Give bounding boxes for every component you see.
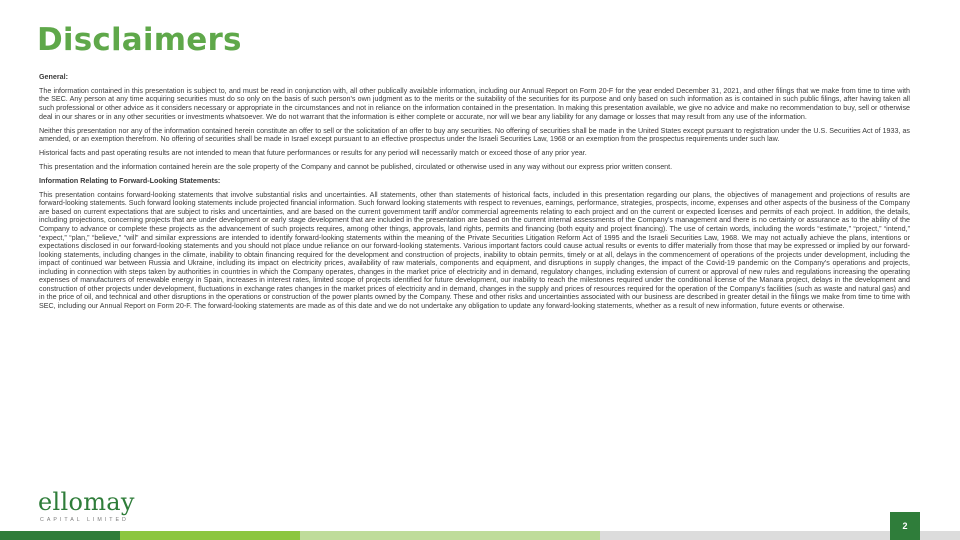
page-number-badge: 2 [890,512,920,540]
footer-segment [120,531,300,540]
footer-color-bar [0,531,960,540]
footer-segment [0,531,120,540]
logo-wordmark: ellomay [38,488,135,516]
forward-looking-paragraph: This presentation contains forward-looking statements that involve substantial risks and uncertainties. All statements, other than statements of historical facts, included in this presentation regarding our plans, the objectives of management and projections of results are forward-looking statements. Such forward looking statements include projected financial information. Such forward looking statements with respect to revenues, earnings, performance, strategies, prospects, income, expenses and other aspects of the business of the Company are based on current expectations that are subject to risks and uncertainties, and are based on the current government tariff and/or commercial agreements relating to each project and on the current or expected licenses and permits of each project. In addition, the details, including projections, concerning projects that are under development or early stage development that are included in the presentation are based on the current internal assessments of the Company's management and there is no certainty or assurance as to the ability of the Company to advance or complete these projects as the advancement of such projects requires, among other things, approvals, land rights, permits and financing (both equity and project financing). The use of certain words, including the words “estimate,” “project,” “intend,” “expect,” “plan,” “believe,” “will” and similar expressions are intended to identify forward-looking statements within the meaning of the Private Securities Litigation Reform Act of 1995 and the Israeli Securities Law, 1968. We may not actually achieve the plans, intentions or expectations disclosed in our forward-looking statements and you should not place undue reliance on our forward-looking statements. Various important factors could cause actual results or events to differ materially from those that may be expressed or implied by our forward-looking statements, including changes in the climate, inability to obtain financing required for the development and construction of projects, inability to obtain permits, timely or at all, delays in the commencement of operations of the projects under development, including the impact of continued war between Russia and Ukraine, including its impact on electricity prices, availability of raw materials, components and equipment, and disruptions in supply changes, the impact of the Covid-19 pandemic on the Company's operations and projects, including in connection with steps taken by authorities in countries in which the Company operates, changes in the market price of electricity and in demand, regulatory changes, including extension of current or approval of new rules and regulations increasing the operating expenses of manufacturers of renewable energy in Spain, increases in interest rates, limited scope of projects identified for future development, our inability to reach the milestones required under the conditional license of the Manara project, delays in the development and construction of other projects under development, fluctuations in exchange rates changes in the market prices of electricity and in demand, changes in the supply and prices of resources required for the operation of the Company's facilities (such as waste and natural gas) and in the price of oil, and technical and other disruptions in the operations or construction of the power plants owned by the Company. These and other risks and uncertainties associated with our business are described in greater detail in the filings we make from time to time with SEC, including our Annual Report on Form 20-F. The forward-looking statements are made as of this date and we do not undertake any obligation to update any forward-looking statements, whether as a result of new information, future events or otherwise. [39,190,910,310]
logo-subtitle: CAPITAL LIMITED [40,517,129,523]
disclaimer-body [39,73,910,316]
page-title: Disclaimers [37,22,242,58]
general-paragraph-3: Historical facts and past operating results are not intended to mean that future performances or results for any period will necessarily match or exceed those of any prior year. [39,149,587,157]
general-heading: General: [39,73,68,81]
general-paragraph-2: Neither this presentation nor any of the information contained herein constitute an offer to sell or the solicitation of an offer to buy any securities. No offering of securities shall be made in the United States except pursuant to registration under the U.S. Securities Act of 1933, as amended, or an exemption therefrom. No offering of securities shall be made in Israel except pursuant to an effective prospectus under the Israeli Securities Law, 1968 or an exemption from the prospectus requirements under such law. [39,126,910,144]
company-logo [38,488,135,526]
general-paragraph-4: This presentation and the information contained herein are the sole property of the Company and cannot be published, circulated or otherwise used in any way without our express prior written consent. [39,162,673,171]
general-paragraph-1: The information contained in this presentation is subject to, and must be read in conjunction with, all other publically available information, including our Annual Report on Form 20-F for the year ended December 31, 2021, and other filings that we make from time to time with the SEC. Any person at any time acquiring securities must do so only on the basis of such person's own judgment as to the merits or the suitability of the securities for its purpose and only based on such information as is contained in such public filings, after having taken all such professional or other advice as it considers necessary or appropriate in the circumstances and not in reliance on the information contained in the presentation. In making this presentation available, we give no advice and make no recommendation to buy, sell or otherwise deal in our shares or in any other securities or investments whatsoever. We do not warrant that the information is either complete or accurate, nor will we bear any liability for any damage or losses that may result from any use of the information. [39,86,910,121]
footer-segment [300,531,600,540]
forward-looking-heading: Information Relating to Forward-Looking Statements: [39,176,221,185]
